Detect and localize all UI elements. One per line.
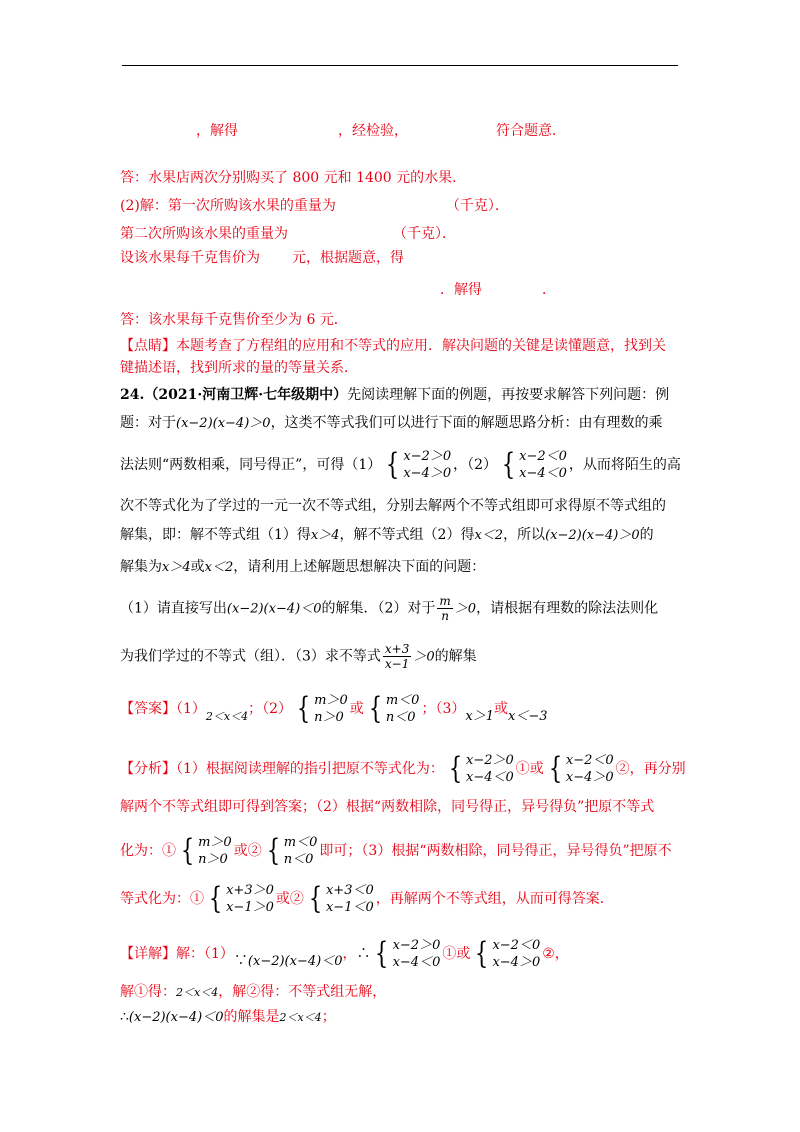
question-24-line-7 — [120, 594, 680, 623]
numerator: m — [439, 594, 451, 608]
text: 或 — [190, 559, 205, 575]
text: 设该水果每千克售价为 — [120, 250, 260, 266]
text: 解集为 — [120, 559, 162, 575]
text: ①或 — [442, 946, 471, 962]
text: ，经检验， — [338, 123, 408, 139]
solution-line-1 — [120, 121, 680, 141]
math: 2＜x＜4 — [176, 986, 219, 999]
detail-line-1 — [120, 937, 680, 971]
math: (x−2)(x−4)＜0 — [226, 601, 322, 617]
text: （1）请直接写出 — [120, 600, 227, 617]
denominator: n — [441, 609, 449, 623]
text: 先阅读理解下面的例题，再按要求解答下列问题：例 — [347, 387, 670, 403]
row: x−4＞0 — [565, 770, 614, 785]
math: (x−2)(x−4)＜0 — [247, 954, 343, 969]
question-source: （2021·河南卫辉·七年级期中） — [144, 387, 348, 403]
therefore-symbol: ∴ — [356, 946, 371, 962]
numerator: x+3 — [384, 642, 410, 656]
text: 或 — [493, 701, 508, 717]
analysis-line-1 — [120, 751, 686, 786]
text: 元，根据题意，得 — [292, 250, 404, 266]
text: ②，再分别 — [615, 761, 686, 777]
row: x−4＜0 — [519, 466, 567, 481]
text: 题：对于 — [120, 415, 176, 431]
text: 等式化为：① — [120, 891, 204, 907]
text: ；（2） — [248, 701, 293, 717]
inequality-system-1: { x−2＞0 x−4＞0 — [386, 447, 452, 482]
math: x＜2 — [474, 528, 504, 543]
text: ，解得 — [196, 123, 238, 139]
text: 为我们学过的不等式（组）．（3）求不等式 — [120, 648, 381, 665]
text: 即可；（3）根据“两数相除，同号得正，异号得负”把原不 — [319, 843, 672, 859]
text: (2)解：第一次所购该水果的重量为 — [120, 198, 336, 214]
row: x−2＞0 — [403, 449, 452, 464]
math: 2＜x＜4 — [279, 1011, 322, 1024]
inequality-system: { x−2＜0 x−4＞0 — [548, 751, 614, 786]
row: n＜0 — [283, 852, 314, 867]
comment-line-2: 键描述语，找到所求的量的等量关系． — [120, 360, 358, 376]
inequality-system: { m＞0 n＞0 — [180, 833, 232, 868]
question-24-line-6 — [120, 557, 680, 578]
text: ，解②得：不等式组无解， — [218, 984, 387, 1000]
inequality-system-b: { m＜0 n＜0 — [368, 691, 420, 726]
inequality-system: { x+3＞0 x−1＞0 — [208, 881, 274, 916]
solution-line-3 — [120, 224, 680, 244]
row: x+3＜0 — [325, 883, 374, 898]
math: ＞0 — [454, 601, 477, 617]
row: x−1＜0 — [325, 900, 374, 915]
question-24-line-8 — [120, 642, 680, 671]
question-24-line-4: 次不等式化为了学过的一元一次不等式组，分别去解两个不等式组即可求得原不等式组的 — [120, 498, 666, 514]
analysis-line-3 — [120, 834, 680, 868]
row: n＞0 — [314, 710, 344, 725]
question-24-line-2 — [120, 413, 680, 434]
text: 第二次所购该水果的重量为 — [120, 226, 288, 242]
detail-line-2 — [120, 982, 680, 1003]
row: x−4＜0 — [392, 955, 441, 970]
inequality-system: { x−2＞0 x−4＜0 — [375, 936, 441, 971]
solution-line-2 — [120, 196, 680, 216]
inequality-system: { x−2＞0 x−4＜0 — [448, 751, 514, 786]
analysis-line-4 — [120, 882, 680, 916]
solution-line-5 — [120, 280, 680, 300]
question-24-line-3 — [120, 448, 680, 482]
answer-tag: 【答案】 — [120, 701, 176, 717]
row: m＜0 — [283, 835, 318, 850]
answer-line-2: 答：该水果每千克售价至少为 6 元． — [120, 312, 348, 328]
because-symbol: ∵ — [233, 953, 248, 969]
row: x−4＞0 — [492, 955, 541, 970]
math: 2＜x＜4 — [205, 710, 249, 723]
text: 的解集 — [434, 648, 477, 665]
analysis-tag: 【分析】 — [120, 761, 176, 777]
text: ；（3） — [421, 701, 466, 717]
math: (x−2)(x−4)＞0 — [545, 528, 640, 543]
text: ①或 — [515, 761, 544, 777]
text: ②， — [542, 946, 569, 962]
text: 符合题意． — [496, 123, 566, 139]
row: x−4＜0 — [466, 770, 514, 785]
row: x−2＞0 — [466, 753, 514, 768]
question-24-line-1 — [120, 385, 680, 405]
answer-line-1: 答：水果店两次分别购买了 800 元和 1400 元的水果． — [120, 170, 467, 186]
text: 的解集是 — [223, 1009, 280, 1025]
text: ． — [542, 282, 556, 298]
text: ，请根据有理数的除法法则化 — [476, 600, 659, 617]
row: x+3＞0 — [226, 883, 274, 898]
row: x−4＞0 — [403, 466, 452, 481]
text: 法法则“两数相乘，同号得正”，可得（1） — [120, 457, 382, 473]
math: x＜−3 — [507, 709, 548, 724]
fraction-inequality — [383, 642, 411, 671]
row: n＞0 — [198, 852, 228, 867]
row: n＜0 — [385, 710, 416, 725]
solution-line-4 — [120, 248, 680, 268]
therefore-symbol: ∴ — [120, 1009, 129, 1025]
text: ； — [321, 1009, 336, 1025]
math: x＞4 — [162, 560, 191, 575]
text: ，这类不等式我们可以进行下面的解题思路分析：由有理数的乘 — [270, 415, 663, 431]
text: （1） — [176, 701, 206, 717]
text: （千克）． — [445, 198, 509, 214]
text: 或② — [275, 891, 304, 907]
answer-section — [120, 692, 680, 726]
inequality-system: { x+3＜0 x−1＜0 — [308, 881, 374, 916]
text: 解集，即：解不等式组（1）得 — [120, 527, 311, 543]
analysis-line-2: 解两个不等式组即可得到答案；（2）根据“两数相除，同号得正，异号得负”把原不等式 — [120, 799, 655, 815]
text: （千克）． — [393, 226, 456, 242]
math: x＜2 — [204, 560, 234, 575]
row: m＞0 — [314, 693, 348, 708]
row: x−2＜0 — [492, 938, 541, 953]
text: 化为：① — [120, 843, 176, 859]
header-rule — [122, 65, 678, 66]
question-24-line-5 — [120, 525, 680, 546]
row: m＞0 — [198, 835, 232, 850]
inequality-system-a: { m＞0 n＞0 — [296, 691, 348, 726]
text: 解：（1） — [176, 946, 234, 962]
math: x＞1 — [465, 709, 494, 724]
row: m＜0 — [385, 693, 420, 708]
text: ，解不等式组（2）得 — [339, 527, 475, 543]
detail-tag: 【详解】 — [120, 946, 176, 962]
row: x−1＞0 — [226, 900, 274, 915]
question-number: 24. — [120, 387, 145, 403]
text: ， — [342, 946, 357, 962]
text: ，请利用上述解题思想解决下面的问题： — [233, 559, 486, 575]
math: (x−2)(x−4)＜0 — [128, 1010, 224, 1025]
text: ，再解两个不等式组，从而可得答案． — [375, 891, 614, 907]
math: ＞0 — [413, 649, 435, 665]
text: ．解得 — [440, 282, 482, 298]
text: 解①得： — [120, 984, 176, 1000]
row: x−2＜0 — [519, 449, 567, 464]
inequality-system: { x−2＜0 x−4＞0 — [475, 936, 541, 971]
text: 或② — [233, 843, 262, 859]
row: x−2＞0 — [392, 938, 441, 953]
text: 的解集．（2）对于 — [321, 600, 436, 617]
text: ，从而将陌生的高 — [568, 457, 681, 473]
text: ，所以 — [503, 527, 546, 543]
text: ，（2） — [453, 457, 498, 473]
row: x−2＜0 — [565, 753, 614, 768]
fraction-m-over-n — [437, 594, 452, 623]
inequality-system-2: { x−2＜0 x−4＜0 — [501, 447, 567, 482]
denominator: x−1 — [384, 657, 410, 671]
detail-line-3 — [120, 1007, 680, 1028]
text: （1）根据阅读理解的指引把原不等式化为： — [176, 761, 444, 777]
text: 的 — [639, 527, 654, 543]
text: 或 — [349, 701, 364, 717]
math: x＞4 — [310, 528, 340, 543]
math: (x−2)(x−4)＞0 — [176, 416, 271, 431]
inequality-system: { m＜0 n＜0 — [266, 833, 318, 868]
comment-line-1: 【点睛】本题考查了方程组的应用和不等式的应用．解决问题的关键是读懂题意，找到关 — [120, 338, 666, 354]
